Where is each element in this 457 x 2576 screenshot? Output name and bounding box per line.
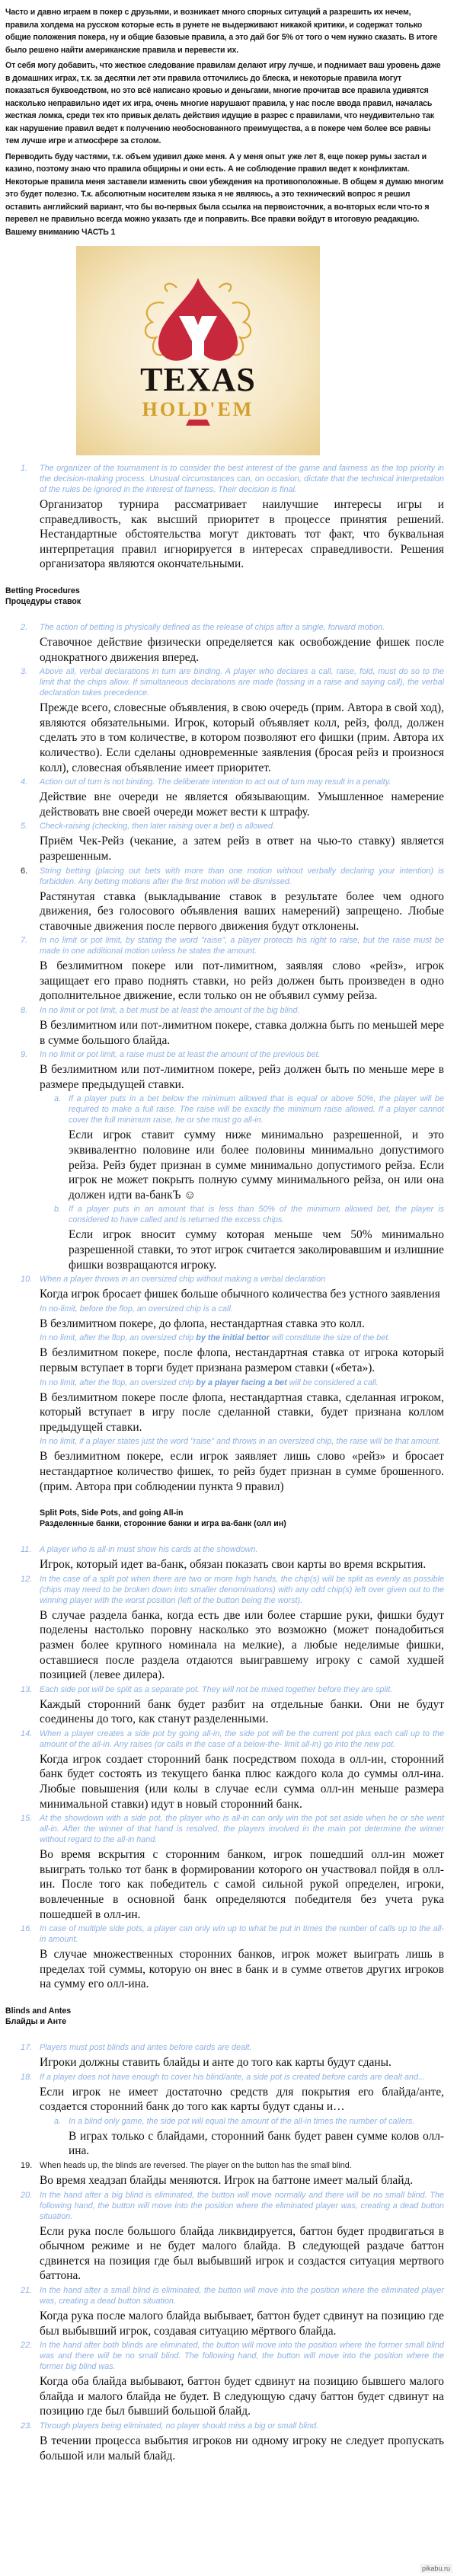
rule-english: Above all, verbal declarations in turn are binding. A player who declares a call, raise, fold, must do so to the limit that the chips allow. If simultaneous declarations are made (tossing in a raise and saying call), the verbal declaration takes precedence. [40,667,444,698]
rule-number: 1. [21,464,28,473]
watermark: pikabu.ru [420,2564,452,2573]
rule-number: 8. [21,1006,28,1016]
rule-russian: В безлимитном покере или пот-лимитном, заявляя слово «рейз», игрок защищает его право поднять ставки, но рейз должен быть произведен в одно дополнительное движение, если только он не объявил сумму рейза. [40,959,444,1003]
rule-number: 14. [21,1729,33,1738]
rule-english: When a player creates a side pot by going all-in, the side pot will be the current pot plus each call up to the amount of the all-in. Any raises (or calls in the case of a below-the- limit all-in) go into the new pot. [40,1729,444,1749]
rule-english: In the hand after a big blind is eliminated, the button will move normally and there will be no small blind. The following hand, the button will move into the position where the eliminated player was, creating a dead button situation. [40,2190,444,2221]
english-text-part: by a player facing a bet [196,1377,287,1387]
rule-english: In case of multiple side pots, a player can only win up to what he put in times the number of calls up to the all-in amount. [40,1924,444,1945]
rule-item [5,2190,444,2284]
english-text-part: In a blind only game, the side pot will equal the amount of the all-in times the number of callers. [69,2116,415,2126]
rule-subitem [40,2116,444,2159]
section-heading-en: Blinds and Antes [5,2006,72,2016]
english-text-part: In no limit, if a player states just the word "raise" and throws in an oversized chip, the raise will be that amount. [40,1437,441,1447]
rule-item [5,2160,444,2188]
rule-item [5,821,444,863]
rule-russian: Когда игрок бросает фишек больше обычного количества без устного заявления [40,1288,440,1301]
english-text-part: will constitute the size of the bet. [269,1333,391,1343]
rule-item [5,2285,444,2338]
rules-list [5,455,444,2463]
rule-russian: Ставочное действие физически определяется как освобождение фишек после однократного движения вперед. [40,635,444,664]
subclause-english [40,1377,444,1388]
rule-subitem [40,1204,444,1272]
rule-number: 13. [21,1684,33,1694]
section-heading-ru: Процедуры ставок [5,596,81,606]
english-text-part: by the initial bettor [196,1333,270,1343]
rule-russian: В случае раздела банка, когда есть две или более старшие руки, фишки будут поделены настолько поровну насколько это возможно (может понадобиться размен более крупного номинала на мелкие), а любые неделимые фишки, оставшиеся после раздела отдаются выигравшему игроку с самой худшей позицией (левее дилера). [40,1608,444,1682]
rule-russian: Когда игрок создает сторонний банк посредством похода в олл-ин, сторонний банк будет состоять из текущего банка плюс каждого кола до суммы олл-ина. Любые повышения (или колы в случае если сумма олл-ин меньше размера минимальной ставки) идут в новый сторонний банк. [40,1752,444,1811]
rule-english: Each side pot will be split as a separate pot. They will not be mixed together before they are split. [40,1684,393,1694]
intro-part-label: Вашему вниманию ЧАСТЬ 1 [5,227,116,237]
subclause-russian: В безлимитном покере, до флопа, нестандартная ставка это колл. [40,1317,365,1330]
section-heading-en: Split Pots, Side Pots, and going All-in [40,1508,184,1518]
rule-english: Action out of turn is not binding. The deliberate intention to act out of turn may result in a penalty. [40,777,391,787]
rule-english: A player who is all-in must show his cards at the showdown. [40,1545,258,1555]
rule-item [5,2340,444,2419]
rule-item [5,1274,444,1494]
english-text-part: will be considered a call. [286,1377,379,1387]
intro [5,6,444,238]
rule-item [5,1923,444,1992]
rule-russian: Когда оба блайда выбывают, баттон будет сдвинут на позицию бывшего малого блайда и малого блайда не будет. В следующую сдачу баттон будет сдвинут на позицию где был бывший большой блайд. [40,2375,444,2418]
rule-english: The action of betting is physically defined as the release of chips after a single, forward motion. [40,622,385,632]
rule-russian: Во время вскрытия с сторонним банком, игрок пошедший олл-ин может выиграть только тот банк в формировании которого он участвовал пойдя в олл-ин. После того как победитель с самой сильной рукой определен, игроки, вовлеченные в основной банк определяются победителя без учета рука пошедшей в олл-ин. [40,1848,444,1921]
subitem-english [69,1093,444,1125]
subitem-russian: Если игрок вносит сумму которая меньше чем 50% минимально разрешенной ставки, то этот игрок считается заколировавшим и излишние фишки возвращаются игроку. [69,1228,444,1272]
english-text-part: In no limit, after the flop, an oversized chip [40,1377,197,1387]
section-heading [5,586,444,607]
rule-subclause [40,1436,444,1494]
section-heading-ru: Разделенные банки, сторонние банки и игра ва-банк (олл ин) [40,1519,286,1529]
rule-item [5,1049,444,1272]
english-text-part: In no limit, after the flop, an oversized chip [40,1333,197,1343]
subclause-english [40,1304,444,1314]
subitem-russian: В играх только с блайдами, сторонний банк будет равен сумме колов олл-ина. [69,2129,444,2158]
rule-subclause [40,1304,444,1332]
section-heading-en: Betting Procedures [5,586,80,595]
rule-number: 16. [21,1924,33,1934]
english-text-part: In no-limit, before the flop, an oversized chip is a call. [40,1304,233,1314]
rule-english: In no limit or pot limit, a bet must be at least the amount of the big blind. [40,1006,300,1016]
rule-english: When a player throws in an oversized chip without making a verbal declaration [40,1275,326,1285]
rule-number: 17. [21,2043,33,2052]
rule-russian: Если игрок не имеет достаточно средств для покрытия его блайда/анте, создается сторонний банк до того как карты будут сданы и… [40,2085,444,2114]
subitem-english [69,1204,444,1225]
rule-number: 20. [21,2190,33,2200]
rule-english: At the showdown with a side pot, the player who is all-in can only win the pot set aside when he or she went all-in. After the winner of that hand is resolved, the players involved in the main pot determine the winner without regard to the all-in hand. [40,1814,444,1845]
rule-item [5,1684,444,1727]
logo-subtitle: HOLD'EM [142,398,254,420]
rule-number: 19. [21,2160,33,2170]
rule-subclause [40,1377,444,1435]
rule-russian: Каждый сторонний банк будет разбит на отдельные банки. Они не будут соединены до того, как станут разделенными. [40,1697,444,1726]
rule-english: Check-raising (checking, then later raising over a bet) is allowed. [40,822,276,832]
rule-number: 2. [21,622,28,632]
rule-number: 15. [21,1814,33,1824]
rule-russian: Если рука после большого блайда ликвидируется, баттон будет продвигаться в обычном режиме и не будет малого блайда. В следующей раздаче баттон сдвинется на позиция где был выбывший игрок и создастся ситуация мертвого баттона. [40,2224,444,2283]
rule-item [5,777,444,819]
rule-english: If a player does not have enough to cover his blind/ante, a side pot is created before cards are dealt and... [40,2072,425,2082]
rule-number: 5. [21,822,28,832]
rule-number: 21. [21,2285,33,2295]
rule-russian: Приём Чек-Рейз (чекание, а затем рейз в ответ на чью-то ставку) является разрешенным. [40,835,444,863]
rule-item [5,2042,444,2070]
rule-item [5,622,444,665]
rule-russian: В течении процесса выбытия игроков ни одному игроку не следует пропускать большой или малый блайд. [40,2434,444,2463]
rule-english: In the hand after both blinds are eliminated, the button will move into the position where the former small blind was and there will be no small blind. The following hand, the button will move into the position where the former big blind was. [40,2341,444,2372]
rule-number: 22. [21,2341,33,2351]
rule-english: When heads up, the blinds are reversed. The player on the button has the small blind. [40,2160,352,2170]
rule-number: 10. [21,1275,33,1285]
rule-item [5,935,444,1004]
subclause-russian: В безлимитном покере после флопа, нестандартная ставка, сделанная игроком, который вступает в игру после сделанной ставки, будет признана коллом предыдущей ставки. [40,1390,444,1434]
subitem-english [69,2116,444,2127]
subitem-russian: Если игрок ставит сумму ниже минимально разрешенной, и это эквивалентно половине или более половины минимально допустимого рейза. Рейз будет признан в сумме минимально допустимого рейза. Если игрок не может покрыть полную сумму минимального рейза, он или она должен идти ва-банкЪ ☺ [69,1128,444,1202]
rule-russian: Игрок, который идет ва-банк, обязан показать свои карты во время вскрытия. [40,1558,427,1572]
rule-russian: Растянутая ставка (выкладывание ставок в результате более чем одного движения, без голосового объявления ваших намерений) запрещено. Любые ставочные движения после первого движения будут отклонены. [40,889,444,933]
rule-russian: Прежде всего, словесные объявления, в свою очередь (прим. Автора в свой ход), являются обязательными. Игрок, который объявляет колл, рейз, фолд, должен сделать это в том количестве, в котором позволяют его фишки (прим. Автора их количество). Если сделаны одновременные заявления (бросая рейз и произнося колл), словесная объявление имеет приоритет. [40,701,444,774]
rule-number: 12. [21,1574,33,1584]
section-heading [40,1508,444,1529]
intro-paragraph: От себя могу добавить, что жесткое следование правилам делают игру лучше, и поднимает ваш уровень даже в домашних играх, т.к. за десятки лет эти правила отточились до блеска, и некоторые правила могут показаться буквоедством, но это всё написано кровью и деньгами, многие прочитав все правила удивятся насколько неправильно идет их игра, очень многие нарушают правила, у нас после ввода правил, началась жесткая ломка, среди тех кто привык делать действия идущие в разрес с правилами, что неудивительно так как нарушение правил ведет к получению необоснованного преимущества, а в покере чем более все равны тем лучше игре и атмосфере за столом. [5,61,441,145]
rule-english: In the case of a split pot when there are two or more high hands, the chip(s) will be split as evenly as possible (chips may need to be broken down into smaller denominations) with any odd chip(s) left over given out to the winning player with the worst position (left of the button being the worst). [40,1574,444,1605]
rule-russian: Когда рука после малого блайда выбывает, баттон будет сдвинут на позицию где был выбывший игрок, создавая ситуацию мёртвого блайда. [40,2309,444,2338]
rule-number: 23. [21,2421,33,2431]
rule-number: 18. [21,2072,33,2082]
rule-english: In no limit or pot limit, a raise must be at least the amount of the previous bet. [40,1050,321,1060]
spacer [5,455,444,463]
intro-paragraph: Часто и давно играем в покер с друзьями, и возникает много спорных ситуаций а разрешить их нечем, правила холдема на русском которые есть в рунете не выдерживают никакой критики, и содержат только общие положения покера, ну и общие базовые правила, а это дай бог 5% от того о чем нужно сказать. В итоге было решено найти американские правила и перевести их. [5,8,438,55]
rule-number: 7. [21,936,28,946]
logo-title: TEXAS [140,361,256,398]
subitem-label: a. [54,1094,62,1104]
rule-russian: Игроки должны ставить блайды и анте до того как карты будут сданы. [40,2056,391,2069]
rule-english: In no limit or pot limit, by stating the word "raise", a player protects his right to raise, but the raise must be made in one additional motion unless he states the amount. [40,936,444,956]
rule-number: 9. [21,1050,28,1060]
rule-number: 4. [21,777,28,787]
rule-subclause [40,1333,444,1375]
rule-russian: Организатор турнира рассматривает наилучшие интересы игры и справедливость, как высший приоритет в процессе принятия решений. Нестандартные обстоятельства могут диктовать тот факт, что буквальная интерпретация правил игнорируется в интересах справедливости. Решения организатора являются окончательными. [40,498,444,571]
rule-number: 11. [21,1545,32,1555]
texas-holdem-logo [76,246,320,455]
rule-english: Players must post blinds and antes before cards are dealt. [40,2043,252,2052]
rule-english: The organizer of the tournament is to consider the best interest of the game and fairness as the top priority in the decision-making process. Unusual circumstances can, on occasion, dictate that the technical interpretation of the rules be ignored in the interest of fairness. Their decision is final. [40,464,444,494]
rule-russian: Действие вне очереди не является обязывающим. Умышленное намерение действовать вне своей очереди может вести к штрафу. [40,790,444,819]
rule-number: 6. [21,866,28,876]
rule-english: Through players being eliminated, no player should miss a big or small blind. [40,2421,319,2431]
rule-russian: Во время хеадзап блайды меняются. Игрок на баттоне имеет малый блайд. [40,2173,414,2187]
rule-item [5,2072,444,2159]
subclause-russian: В безлимитном покере, после флопа, нестандартная ставка от игрока который первым вступает в торги будет признана размером ставки («бета»). [40,1346,444,1374]
spade-icon [76,246,320,455]
rule-item [5,1005,444,1048]
rule-english: String betting (placing out bets with more than one motion without verbally declaring your intention) is forbidden. Any betting motions after the first motion will be dismissed. [40,866,444,886]
rule-item [5,1813,444,1922]
subitem-label: a. [54,2116,62,2126]
section-heading-ru: Блайды и Анте [5,2017,67,2026]
rule-english: In the hand after a small blind is eliminated, the button will move into the position where the eliminated player was, creating a dead button situation. [40,2285,444,2306]
rule-item [5,2421,444,2463]
rule-russian: В случае множественных сторонних банков, игрок может выиграть лишь в пределах той суммы, которую он внес в банк и в сумме ответов других игроков на сумму его олл-ина. [40,1948,444,1991]
rule-item [5,866,444,934]
subclause-english [40,1333,444,1343]
english-text-part: If a player puts in an amount that is less than 50% of the minimum allowed bet, the player is considered to have called and is returned the excess chips. [69,1205,444,1225]
rule-number: 3. [21,667,28,677]
english-text-part: If a player puts in a bet below the minimum allowed that is equal or above 50%, the player will be required to make a full raise. The raise will be exactly the minimum raise allowed. If a player cannot cover the full minimum raise, he or she must go all-in. [69,1094,444,1125]
intro-paragraph: Переводить буду частями, т.к. объем удивил даже меня. А у меня опыт уже лет 8, еще покер румы застал и казино, поэтому знаю что правила общирны и они есть. А не соблюдение правил ведет к конфликтам. Некоторые правила меня заставели изменить свои убеждения на противоположные. В общем я думаю многим это будет полезно. Т.к. абсолютным носителем языка я не являюсь, а это технический вопрос я решил оставить английский вариант, что бы во-первых была ссылка на первоисточник, а во-вторых если что-то я перевел не правильно всегда можно указать где и поправить. Все правки войдут в итоговую реадакцию. [5,152,444,224]
rule-russian: В безлимитном или пот-лимитном покере, ставка должна быть по меньшей мере в сумме большого блайда. [40,1019,444,1047]
section-heading [5,2006,444,2027]
subitem-label: b. [54,1205,62,1215]
rule-item [5,1574,444,1683]
rule-subitem [40,1093,444,1202]
subclause-english [40,1436,444,1447]
rule-item [5,666,444,775]
subclause-russian: В безлимитном покере, если игрок заявляет лишь слово «рейз» и бросает нестандартное количество фишек, то рейз будет признан в сумме брошенного. (прим. Автора при соблюдении пункта 9 правил) [40,1450,444,1493]
rule-item [5,463,444,572]
rule-item [5,1729,444,1811]
rule-russian: В безлимитном или пот-лимитном покере, рейз должен быть по меньше мере в размере предыдущей ставки. [40,1063,444,1091]
rule-item [5,1544,444,1572]
